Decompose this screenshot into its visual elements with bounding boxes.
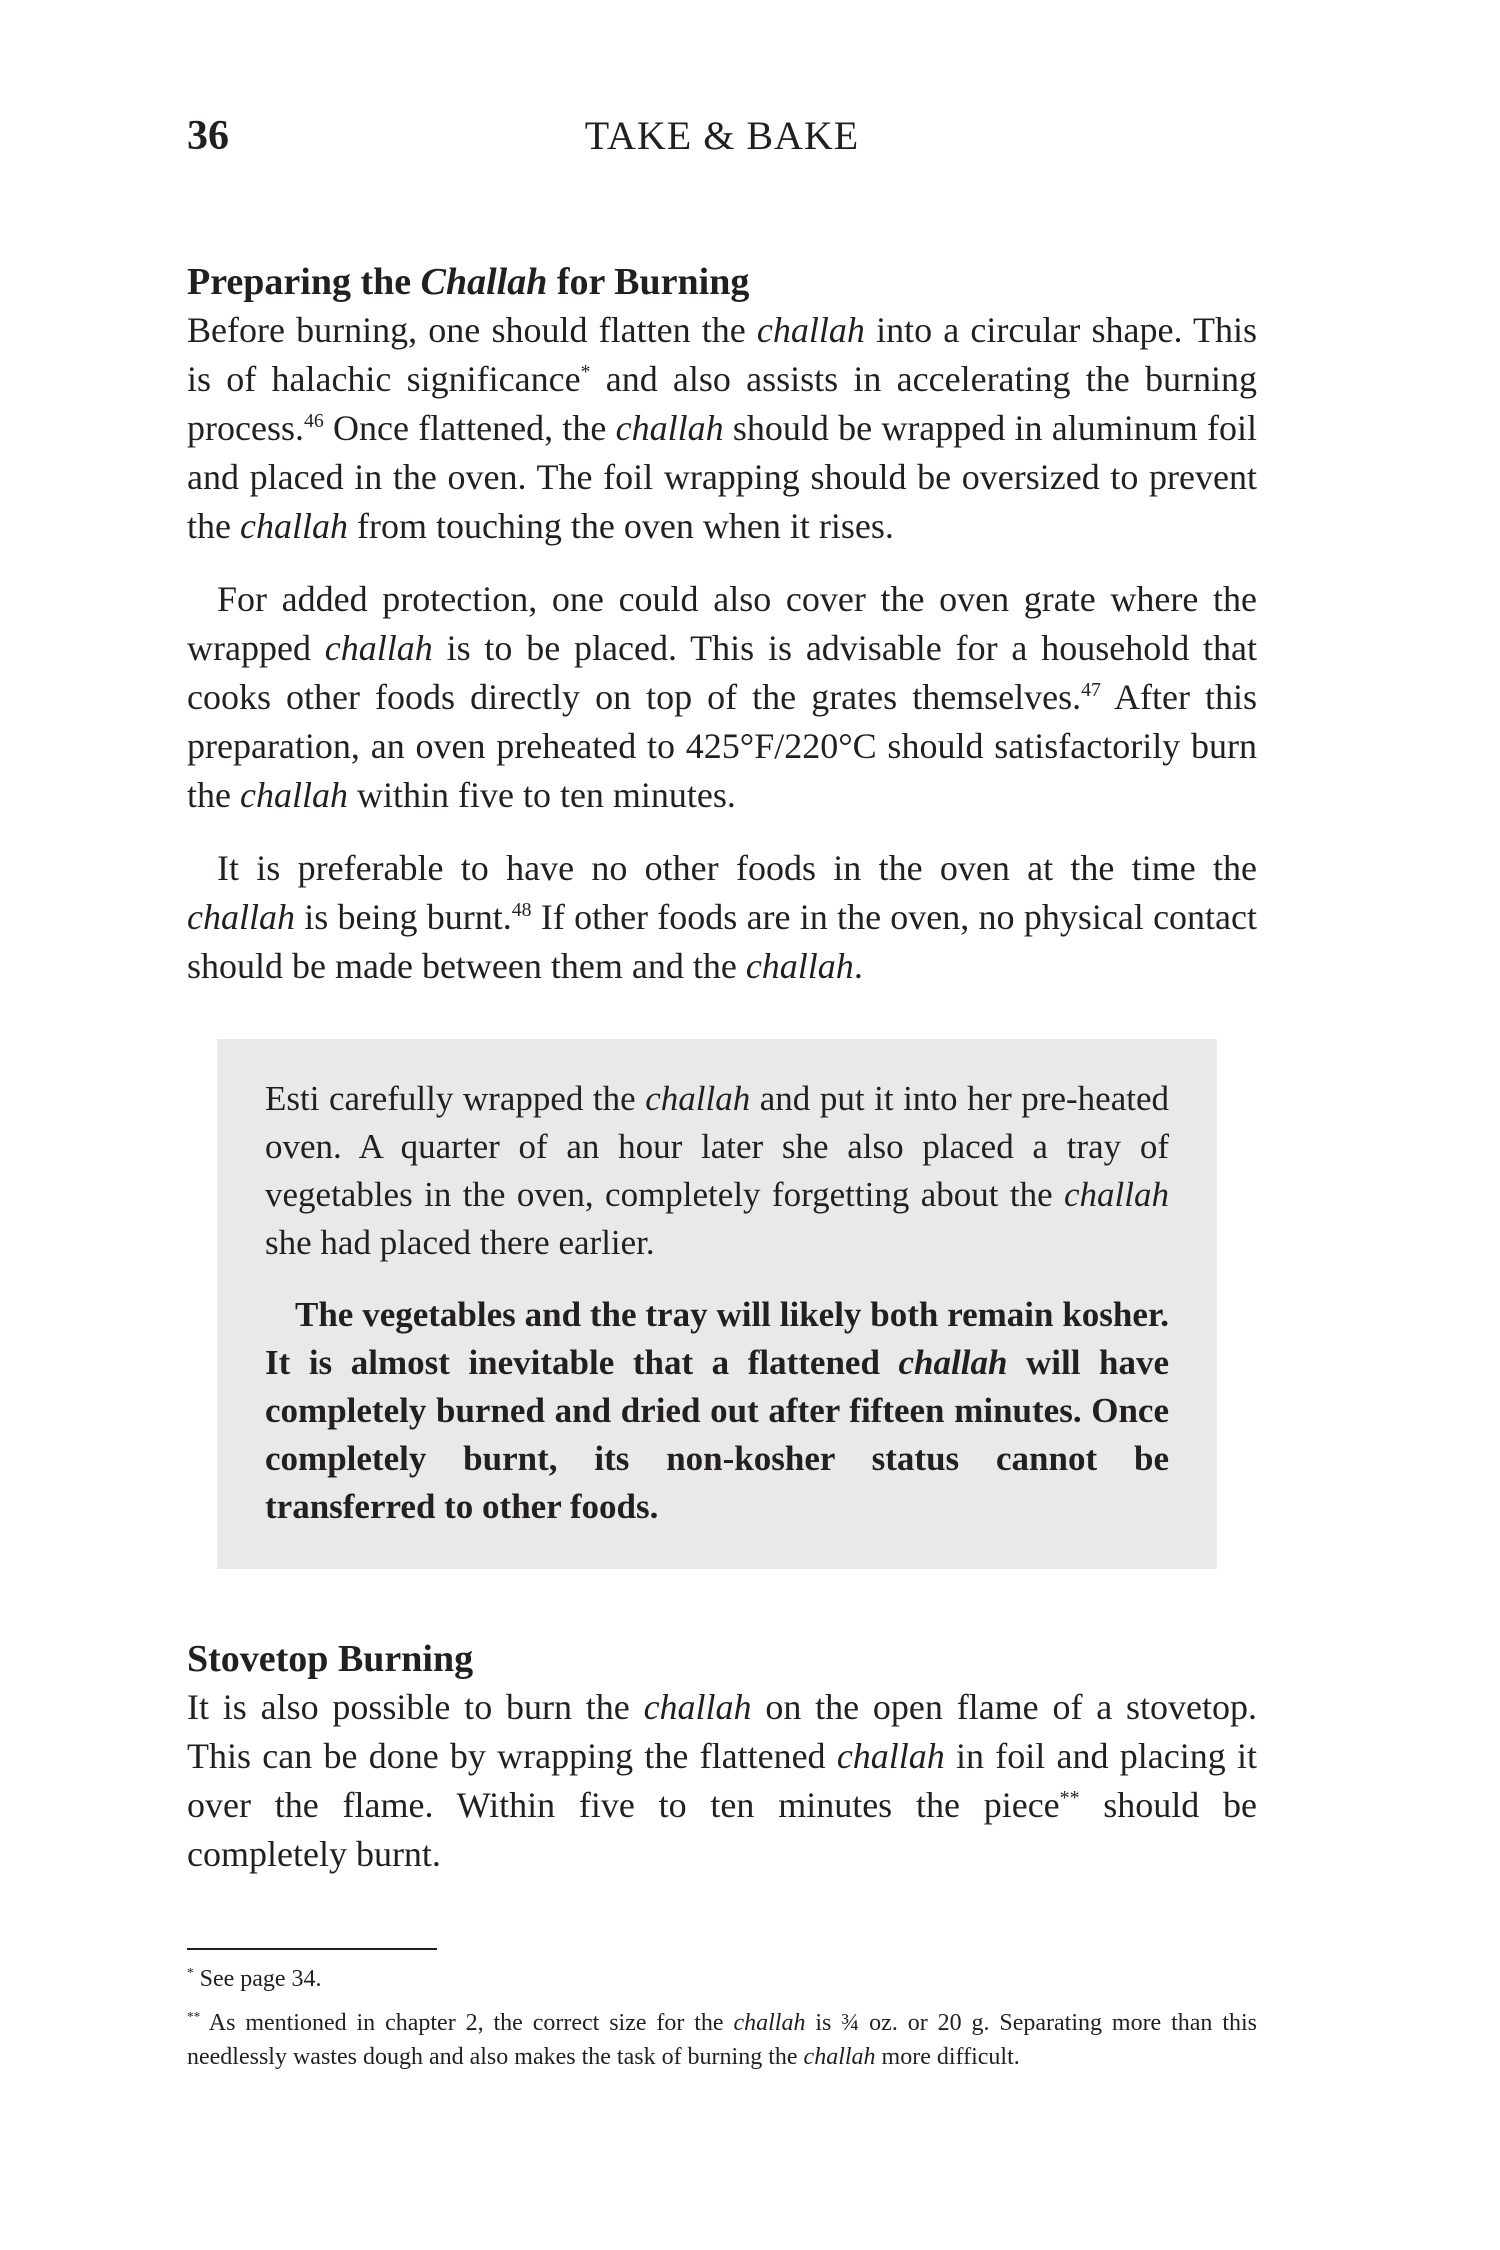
- italic-term: challah: [745, 946, 854, 986]
- text-run: Esti carefully wrapped the: [265, 1079, 646, 1118]
- section-heading-preparing: [187, 258, 1257, 306]
- heading-emphasis: Challah: [420, 261, 548, 303]
- italic-term: challah: [836, 1736, 945, 1776]
- text-run: It is also possible to burn the: [187, 1687, 644, 1727]
- italic-term: challah: [643, 1687, 752, 1727]
- text-run: should be wrapped in aluminum foil and placed in the oven. The foil wrapping should be oversized to prevent the: [187, 408, 1257, 546]
- italic-term: challah: [324, 628, 433, 668]
- text-run: from touching the oven when it rises.: [347, 506, 894, 546]
- italic-term: challah: [1064, 1175, 1169, 1214]
- footnote-marker: *: [580, 361, 591, 383]
- footnote-marker: **: [1059, 1787, 1080, 1809]
- italic-term: challah: [615, 408, 724, 448]
- heading-text: for Burning: [547, 261, 750, 303]
- text-run: Before burning, one should flatten the: [187, 310, 757, 350]
- example-box: [217, 1039, 1217, 1569]
- text-run: within five to ten minutes.: [347, 775, 736, 815]
- text-run: and put it into her pre-heated oven. A quarter of an hour later she also placed a tray of vegetables in the oven, completely forgetting about the: [265, 1079, 1169, 1214]
- italic-term: challah: [645, 1079, 751, 1118]
- example-ruling: [265, 1291, 1169, 1531]
- italic-term: challah: [756, 310, 865, 350]
- running-head: TAKE & BAKE: [584, 113, 860, 158]
- italic-term: challah: [733, 2010, 806, 2036]
- text-run: on the open flame of a stovetop. This can be done by wrapping the flattened: [187, 1687, 1257, 1776]
- italic-term: challah: [898, 1343, 1008, 1382]
- italic-term: challah: [239, 775, 348, 815]
- text-run: and also assists in accelerating the burning process.: [187, 359, 1258, 448]
- footnote-text: As mentioned in chapter 2, the correct size for the: [200, 2010, 734, 2036]
- endnote-marker: 48: [511, 899, 532, 921]
- endnote-marker: 47: [1081, 679, 1101, 701]
- footnotes: [187, 1948, 1257, 2074]
- text-run: For added protection, one could also cover the oven grate where the wrapped: [187, 579, 1257, 668]
- text-run: will have completely burned and dried out after fifteen minutes. Once completely burnt, its non-kosher status cannot be transferred to other foods.: [265, 1343, 1169, 1526]
- paragraph: [187, 575, 1257, 820]
- text-run: is being burnt.: [294, 897, 512, 937]
- text-run: It is preferable to have no other foods in the oven at the time the: [217, 848, 1257, 888]
- paragraph: [187, 1683, 1257, 1879]
- footnote-1: [187, 1962, 1257, 1996]
- text-run: The vegetables and the tray will likely both remain kosher. It is almost inevitable that a flattened: [265, 1295, 1169, 1382]
- footnote-text: See page 34.: [193, 1966, 322, 1992]
- text-run: .: [853, 946, 863, 986]
- section-stovetop: [187, 1635, 1257, 1879]
- paragraph: [187, 844, 1257, 991]
- italic-term: challah: [803, 2044, 876, 2070]
- footnote-2: [187, 2006, 1257, 2074]
- example-scenario: [265, 1075, 1169, 1267]
- footnote-mark: **: [187, 2009, 201, 2024]
- paragraph: [187, 306, 1257, 551]
- footnote-rule: [187, 1948, 437, 1950]
- footnote-text: more difficult.: [875, 2044, 1020, 2070]
- text-run: in foil and placing it over the flame. Within five to ten minutes the piece: [187, 1736, 1257, 1825]
- text-run: is to be placed. This is advisable for a household that cooks other foods directly on top of the grates themselves.: [187, 628, 1258, 717]
- text-run: After this preparation, an oven preheated to 425°F/220°C should satisfactorily burn the: [187, 677, 1257, 815]
- section-heading-stovetop: Stovetop Burning: [187, 1638, 474, 1680]
- page-header: [187, 112, 1257, 172]
- endnote-marker: 46: [303, 410, 324, 432]
- page-number: 36: [187, 113, 229, 159]
- text-run: If other foods are in the oven, no physical contact should be made between them and the: [187, 897, 1258, 986]
- heading-text: Preparing the: [187, 261, 421, 303]
- text-run: Once flattened, the: [323, 408, 616, 448]
- text-run: she had placed there earlier.: [265, 1223, 655, 1262]
- italic-term: challah: [239, 506, 348, 546]
- text-run: should be completely burnt.: [187, 1785, 1258, 1874]
- footnote-mark: *: [187, 1965, 194, 1980]
- page-body: [187, 258, 1257, 1879]
- footnote-text: is ¾ oz. or 20 g. Separating more than this needlessly wastes dough and also makes the task of burning the: [187, 2010, 1257, 2070]
- text-run: into a circular shape. This is of halachic significance: [187, 310, 1258, 399]
- italic-term: challah: [187, 897, 295, 937]
